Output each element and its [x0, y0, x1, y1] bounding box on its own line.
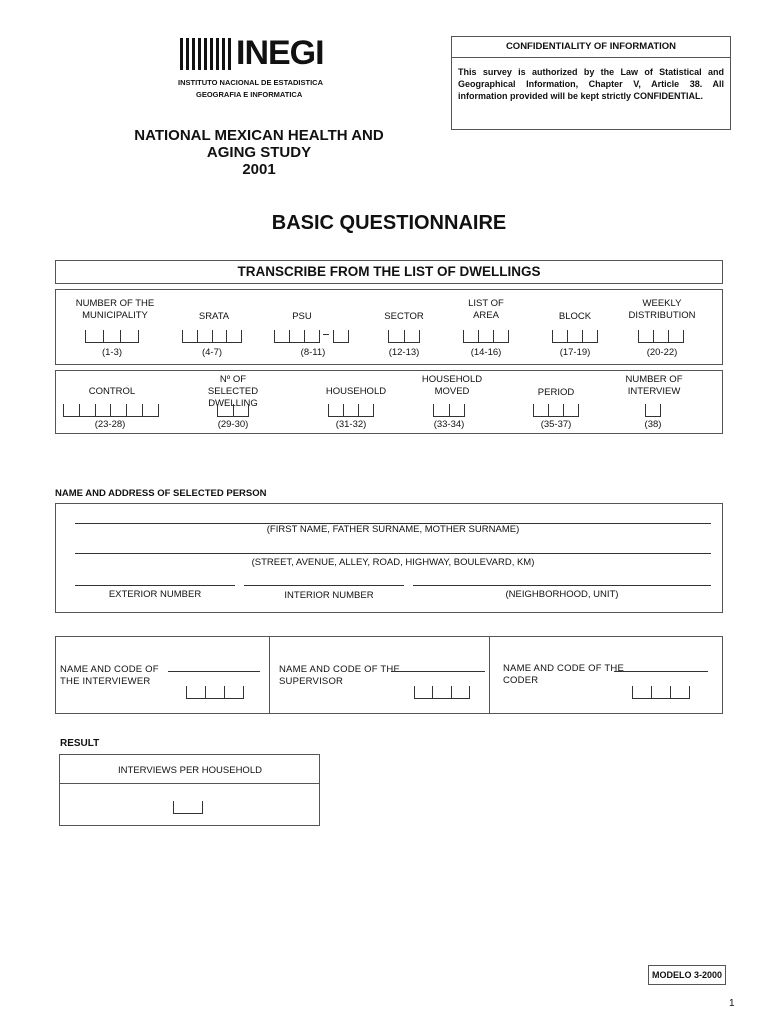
sector-input[interactable]	[388, 330, 420, 343]
srata-code: (4-7)	[201, 347, 223, 358]
logo-line2: GEOGRAFIA E INFORMATICA	[196, 90, 303, 99]
psu-label: PSU	[292, 311, 312, 322]
confidentiality-text: This survey is authorized by the Law of Statistical and Geographical Information, Chapter V, Article 38. All information provided will be kept strictly CONFIDENTIAL.	[458, 67, 724, 101]
psu-input-suffix[interactable]	[333, 330, 349, 343]
neighborhood-caption: (NEIGHBORHOOD, UNIT)	[505, 589, 619, 600]
page-title: BASIC QUESTIONNAIRE	[271, 212, 507, 234]
staff-divider-2	[489, 636, 490, 713]
sector-label: SECTOR	[384, 311, 424, 322]
list-of-area-code: (14-16)	[470, 347, 502, 358]
municipality-label: NUMBER OF THE MUNICIPALITY	[75, 298, 155, 321]
list-of-area-label: LIST OF AREA	[468, 298, 504, 321]
interior-line[interactable]	[244, 585, 404, 586]
transcribe-title-box	[55, 260, 723, 284]
number-of-interview-input[interactable]	[645, 404, 661, 417]
weekly-distribution-label: WEEKLY DISTRIBUTION	[628, 298, 696, 321]
srata-input[interactable]	[182, 330, 242, 343]
result-divider	[59, 783, 319, 784]
municipality-input[interactable]	[85, 330, 139, 343]
list-of-area-input[interactable]	[463, 330, 509, 343]
selected-dwelling-code: (29-30)	[217, 419, 249, 430]
block-label: BLOCK	[558, 311, 592, 322]
household-code: (31-32)	[335, 419, 367, 430]
interviewer-name-line[interactable]	[168, 671, 260, 672]
name-caption: (FIRST NAME, FATHER SURNAME, MOTHER SURNAME)	[266, 524, 520, 535]
logo-mark-icon	[180, 38, 234, 70]
coder-name-line[interactable]	[614, 671, 708, 672]
weekly-distribution-input[interactable]	[638, 330, 684, 343]
inegi-logo	[176, 36, 328, 102]
control-code: (23-28)	[94, 419, 126, 430]
exterior-line[interactable]	[75, 585, 235, 586]
supervisor-label: NAME AND CODE OF THE SUPERVISOR	[279, 664, 401, 687]
logo-line1: INSTITUTO NACIONAL DE ESTADISTICA	[178, 78, 324, 87]
supervisor-name-line[interactable]	[391, 671, 485, 672]
page-number: 1	[729, 998, 735, 1009]
selected-dwelling-input[interactable]	[217, 404, 249, 417]
staff-divider-1	[269, 636, 270, 713]
neighborhood-line[interactable]	[413, 585, 711, 586]
period-label: PERIOD	[537, 387, 575, 398]
control-label: CONTROL	[88, 386, 136, 397]
exterior-caption: EXTERIOR NUMBER	[108, 589, 202, 600]
study-year: 2001	[242, 161, 276, 178]
psu-dash	[323, 334, 329, 335]
person-section-title: NAME AND ADDRESS OF SELECTED PERSON	[55, 488, 267, 499]
confidentiality-title: CONFIDENTIALITY OF INFORMATION	[452, 37, 730, 58]
confidentiality-box	[451, 36, 731, 130]
street-caption: (STREET, AVENUE, ALLEY, ROAD, HIGHWAY, BOULEVARD, KM)	[251, 557, 535, 568]
sector-code: (12-13)	[388, 347, 420, 358]
number-of-interview-label: NUMBER OF INTERVIEW	[625, 374, 683, 397]
interviewer-label: NAME AND CODE OF THE INTERVIEWER	[60, 664, 159, 687]
selected-dwelling-label: Nº OF SELECTED DWELLING	[207, 374, 259, 409]
number-of-interview-code: (38)	[644, 419, 662, 430]
block-code: (17-19)	[559, 347, 591, 358]
household-moved-code: (33-34)	[433, 419, 465, 430]
srata-label: SRATA	[198, 311, 230, 322]
period-code: (35-37)	[540, 419, 572, 430]
logo-wordmark: INEGI	[236, 34, 324, 72]
study-title	[100, 127, 418, 178]
interior-caption: INTERIOR NUMBER	[284, 590, 374, 601]
household-input[interactable]	[328, 404, 374, 417]
psu-input[interactable]	[274, 330, 320, 343]
interviews-per-household-label: INTERVIEWS PER HOUSEHOLD	[118, 765, 262, 776]
weekly-distribution-code: (20-22)	[646, 347, 678, 358]
transcribe-title: TRANSCRIBE FROM THE LIST OF DWELLINGS	[237, 264, 541, 279]
study-title-line1: NATIONAL MEXICAN HEALTH AND	[134, 127, 384, 144]
interviews-per-household-input[interactable]	[173, 801, 203, 814]
supervisor-code-input[interactable]	[414, 686, 470, 699]
block-input[interactable]	[552, 330, 598, 343]
control-input[interactable]	[63, 404, 159, 417]
street-line[interactable]	[75, 553, 711, 554]
coder-label: NAME AND CODE OF THE CODER	[503, 663, 625, 686]
household-moved-input[interactable]	[433, 404, 465, 417]
coder-code-input[interactable]	[632, 686, 690, 699]
model-box	[648, 965, 726, 985]
result-title: RESULT	[60, 738, 100, 749]
municipality-code: (1-3)	[101, 347, 123, 358]
model-label: MODELO 3-2000	[651, 970, 723, 980]
interviewer-code-input[interactable]	[186, 686, 244, 699]
period-input[interactable]	[533, 404, 579, 417]
household-label: HOUSEHOLD	[325, 386, 387, 397]
psu-code: (8-11)	[300, 347, 326, 358]
household-moved-label: HOUSEHOLD MOVED	[421, 374, 483, 397]
study-title-line2: AGING STUDY	[206, 144, 312, 161]
